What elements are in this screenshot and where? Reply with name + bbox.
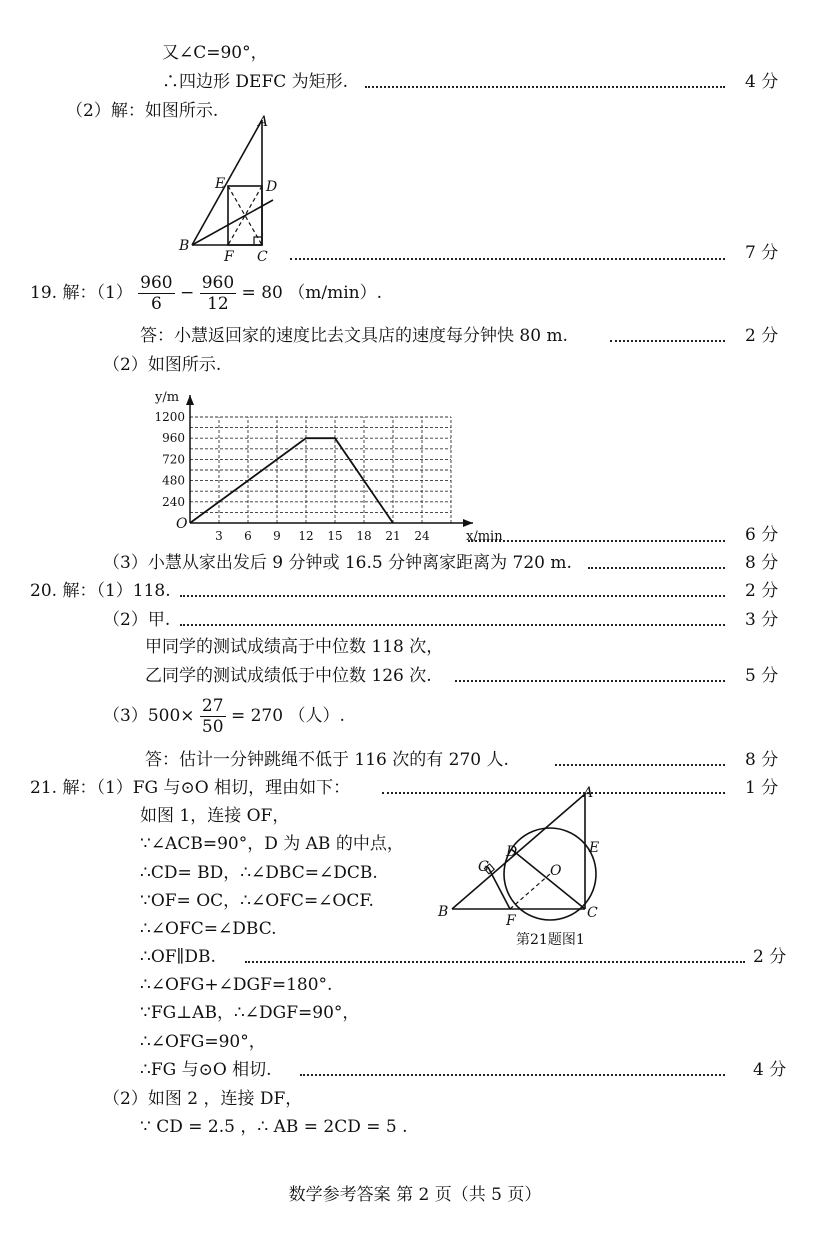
score-label: 2 分 [753, 947, 787, 967]
q18-part-2: （2）解：如图所示. [66, 101, 219, 121]
leader-dots [180, 624, 725, 626]
figure-label: B [438, 904, 449, 920]
score-label: 5 分 [745, 666, 779, 686]
figure-label: D [266, 179, 278, 195]
q20-answer: 答：估计一分钟跳绳不低于 116 次的有 270 人. [145, 750, 509, 770]
q19-part-2: （2）如图所示. [103, 355, 222, 375]
q21-circle-figure [430, 785, 610, 953]
q21-line: ∵∠ACB=90°，D 为 AB 的中点， [140, 834, 404, 854]
q20-part3-pre: （3）500× [103, 706, 195, 726]
figure-label: F [224, 249, 234, 265]
q21-line: ∵FG⊥AB，∴∠DGF=90°， [140, 1003, 360, 1023]
figure-label: C [587, 905, 598, 921]
score-label: 3 分 [745, 610, 779, 630]
figure-label: C [257, 249, 268, 265]
figure-label: D [506, 844, 518, 860]
score-label: 2 分 [745, 581, 779, 601]
q21-line: ∴∠OFG=90°， [140, 1032, 266, 1052]
x-tick-label: 21 [385, 529, 401, 543]
leader-dots [555, 764, 725, 766]
q21-part-1: 21. 解：（1）FG 与⊙O 相切，理由如下： [30, 778, 351, 798]
y-tick-label: 960 [162, 431, 185, 446]
q21-part-2-line: ∵ CD = 2.5 ，∴ AB = 2CD = 5 . [140, 1117, 408, 1137]
x-axis-label: x/min [466, 529, 503, 544]
y-tick-label: 1200 [154, 410, 185, 424]
leader-dots [468, 540, 725, 542]
x-axis-arrow [463, 519, 473, 527]
x-tick-label: 15 [327, 529, 343, 543]
q20-part3-post: = 270 （人）. [230, 706, 345, 726]
y-axis-arrow [186, 395, 194, 405]
q21-line: ∴OF∥DB. [140, 947, 216, 967]
leader-dots [455, 680, 725, 682]
fraction: $\frac{960}{12}$ [201, 273, 235, 314]
x-tick-label: 18 [356, 529, 372, 543]
leader-dots [365, 86, 725, 88]
figure-caption: 第21题图1 [516, 932, 585, 948]
leader-dots [610, 340, 725, 342]
q19-formula [30, 270, 382, 316]
q20-line-b: 乙同学的测试成绩低于中位数 126 次. [145, 666, 432, 686]
y-axis-label: y/m [155, 390, 180, 405]
figure-label: B [179, 238, 190, 254]
q21-line: ∴∠OFG+∠DGF=180°. [140, 975, 333, 995]
score-label: 8 分 [745, 553, 779, 573]
q21-line: ∴CD= BD，∴∠DBC=∠DCB. [140, 863, 378, 883]
q19-answer: 答：小慧返回家的速度比去文具店的速度每分钟快 80 m. [140, 326, 568, 346]
x-tick-label: 12 [298, 529, 314, 543]
score-label: 7 分 [745, 243, 779, 263]
fraction: $\frac{960}{6}$ [140, 273, 173, 314]
q21-part-2: （2）如图 2 ，连接 DF， [103, 1089, 303, 1109]
q21-line: ∴FG 与⊙O 相切. [140, 1060, 272, 1080]
score-label: 2 分 [745, 326, 779, 346]
q20-part-1: 20. 解：（1）118. [30, 581, 171, 601]
q21-line: 如图 1，连接 OF， [140, 806, 290, 826]
x-tick-label: 24 [414, 529, 430, 543]
q18-line-1: 又∠C=90°， [162, 43, 268, 63]
figure-label: A [583, 785, 594, 801]
figure-label: G [478, 859, 490, 875]
y-tick-label: 720 [162, 452, 185, 467]
minus-sign: − [180, 283, 195, 303]
q20-line-a: 甲同学的测试成绩高于中位数 118 次， [145, 637, 444, 657]
score-label: 6 分 [745, 525, 779, 545]
q20-part-3 [103, 693, 345, 739]
figure-label: E [215, 176, 226, 192]
figure-label: O [550, 863, 562, 879]
score-label: 1 分 [745, 778, 779, 798]
leader-dots [300, 1074, 725, 1076]
leader-dots [290, 258, 725, 260]
q19-result: = 80 （m/min）. [241, 283, 382, 303]
page-footer: 数学参考答案 第 2 页（共 5 页） [288, 1185, 542, 1205]
y-tick-label: 480 [162, 473, 185, 488]
x-tick-label: 9 [273, 529, 281, 543]
figure-label: E [589, 840, 600, 856]
x-tick-label: 6 [244, 529, 252, 543]
figure-label: F [506, 913, 516, 929]
q18-line-2: ∴四边形 DEFC 为矩形. [162, 72, 349, 92]
leader-dots [180, 595, 725, 597]
q21-line: ∵OF= OC，∴∠OFC=∠OCF. [140, 891, 374, 911]
y-tick-label: 240 [162, 494, 185, 509]
q20-part-2: （2）甲. [103, 610, 171, 630]
score-label: 8 分 [745, 750, 779, 770]
score-label: 4 分 [753, 1060, 787, 1080]
q19-part-3: （3）小慧从家出发后 9 分钟或 16.5 分钟离家距离为 720 m. [103, 553, 572, 573]
x-tick-label: 3 [215, 529, 223, 543]
leader-dots [245, 961, 745, 963]
q18-rectangle-figure [175, 110, 290, 265]
q19-prefix: 19. 解：（1） [30, 283, 133, 303]
score-label: 4 分 [745, 72, 779, 92]
origin-label: O [176, 516, 188, 532]
q19-distance-time-chart [150, 380, 503, 550]
fraction: $\frac{27}{50}$ [201, 696, 224, 737]
figure-label: A [258, 114, 269, 130]
q21-line: ∴∠OFC=∠DBC. [140, 919, 277, 939]
leader-dots [588, 567, 725, 569]
